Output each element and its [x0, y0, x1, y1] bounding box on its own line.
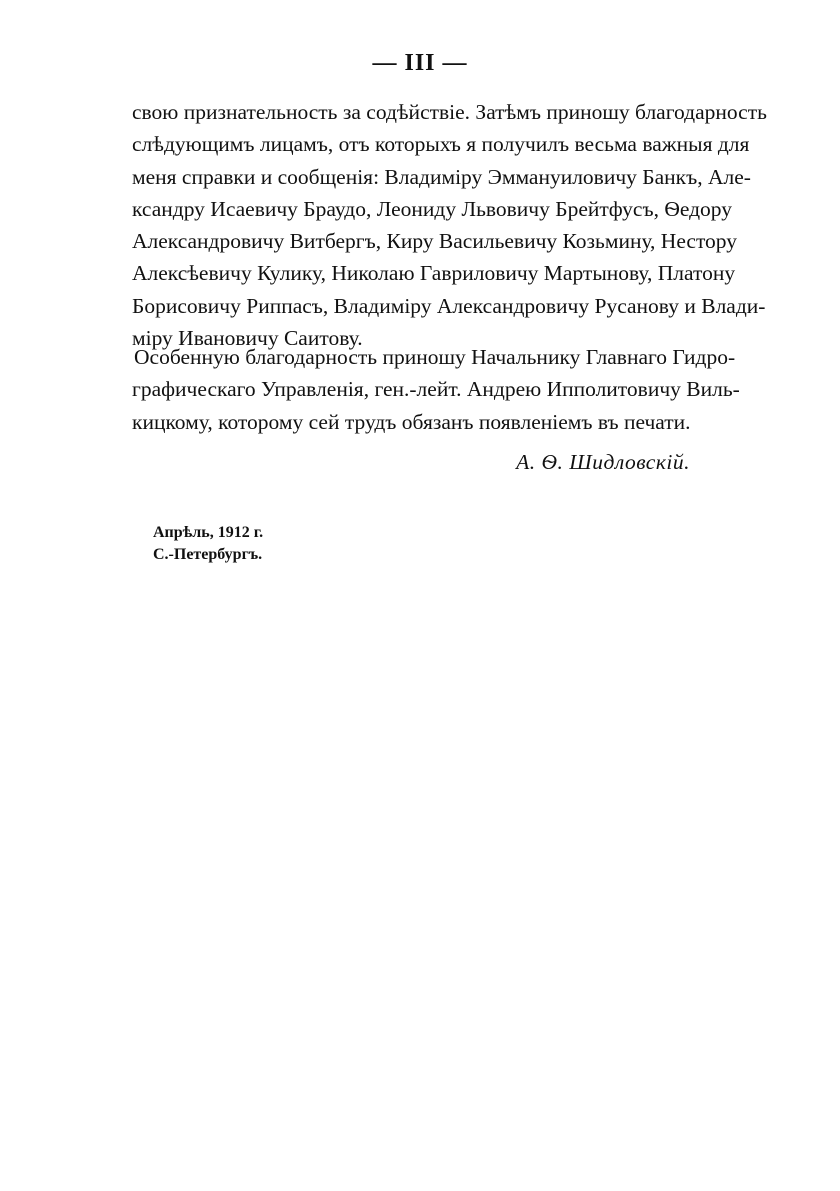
paragraph-line: графическаго Управленія, ген.-лейт. Андрею Ипполитовичу Виль-: [132, 377, 740, 402]
date-line: Апрѣль, 1912 г.: [153, 524, 264, 541]
author-signature: А. Ѳ. Шидловскій.: [516, 450, 690, 474]
paragraph-line: кицкому, которому сей трудъ обязанъ появленіемъ въ печати.: [132, 409, 691, 434]
paragraph-line: ксандру Исаевичу Браудо, Леониду Львовичу Брейтфусъ, Ѳедору: [132, 196, 733, 221]
paragraph-line: Александровичу Витбергъ, Киру Васильевичу Козьмину, Нестору: [132, 229, 738, 254]
paragraph-line: свою признательность за содѣйствіе. Затѣмъ приношу благодарность: [132, 100, 767, 124]
paragraph-line: меня справки и сообщенія: Владиміру Эммануиловичу Банкъ, Але-: [132, 164, 751, 189]
paragraph-special-thanks: [132, 341, 740, 438]
paragraph-line: Особенную благодарность приношу Начальнику Главнаго Гидро-: [134, 345, 736, 369]
paragraph-line: міру Ивановичу Саитову.: [132, 326, 363, 351]
paragraph-line: Алексѣевичу Кулику, Николаю Гавриловичу Мартынову, Платону: [132, 261, 736, 286]
paragraph-line: слѣдующимъ лицамъ, отъ которыхъ я получилъ весьма важныя для: [132, 132, 750, 157]
place-line: С.-Петербургъ.: [153, 546, 263, 563]
page-number: — III —: [372, 50, 468, 76]
paragraph-acknowledgements: [132, 96, 767, 354]
paragraph-line: Борисовичу Риппасъ, Владиміру Александровичу Русанову и Влади-: [132, 293, 766, 318]
